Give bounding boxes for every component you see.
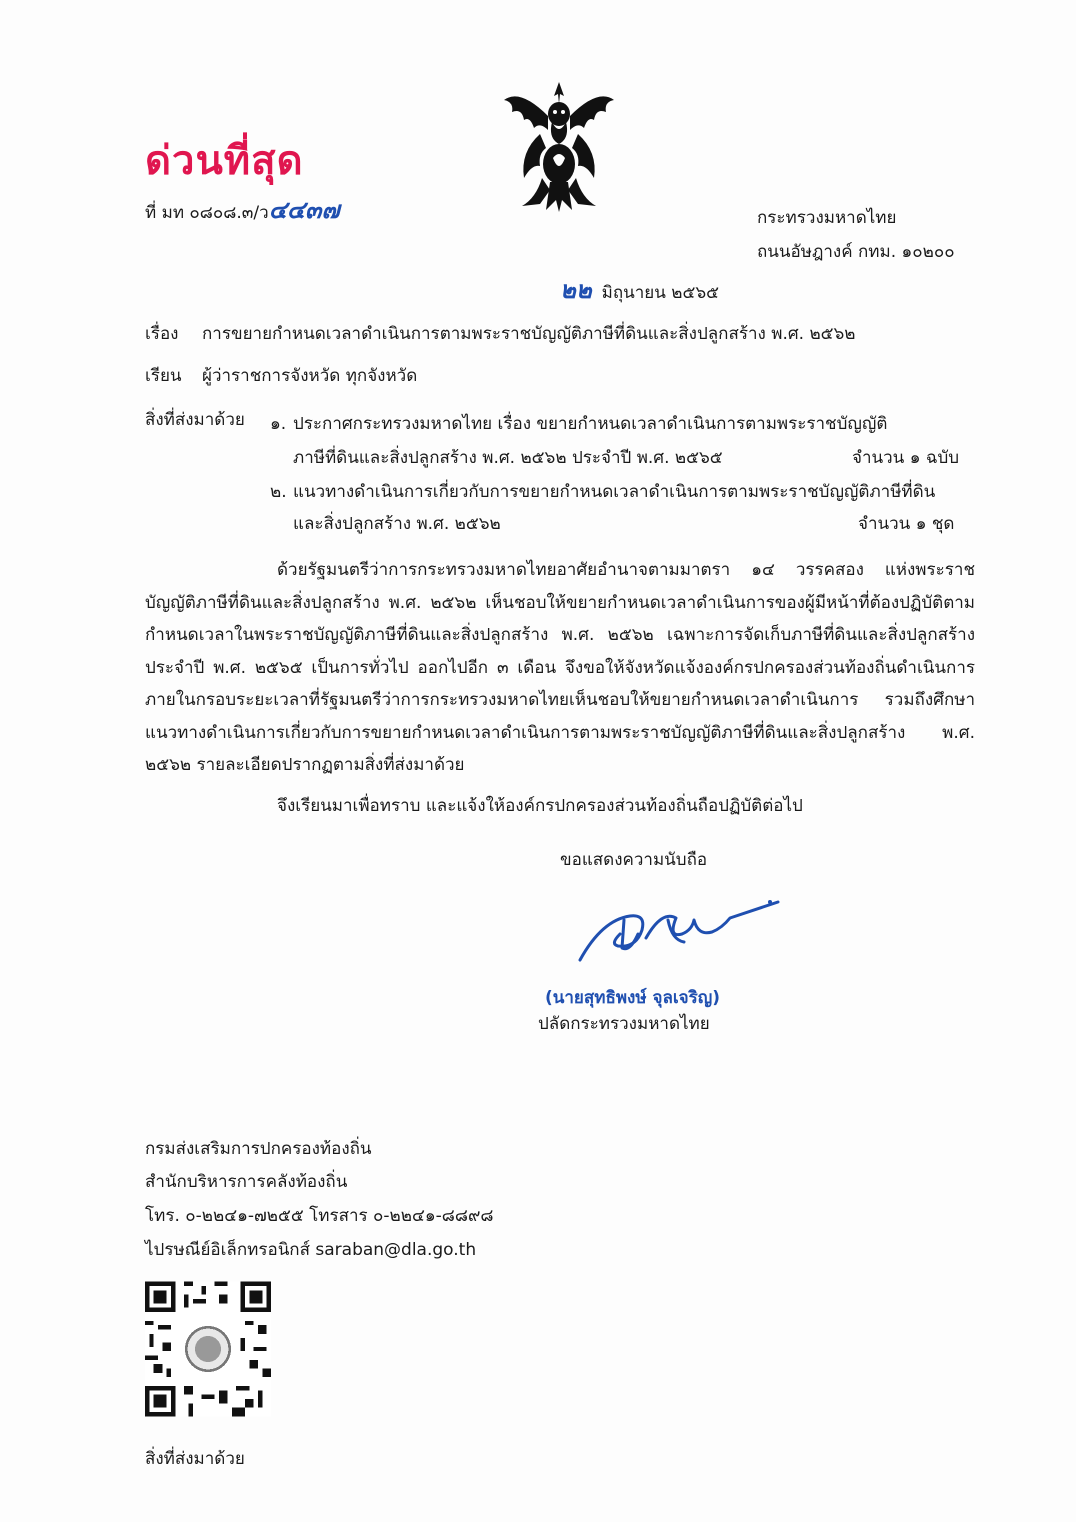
subject-text: การขยายกำหนดเวลาดำเนินการตามพระราชบัญญัติภาษีที่ดินและสิ่งปลูกสร้าง พ.ศ. ๒๕๖๒ <box>202 324 856 344</box>
enclosure-2-no: ๒. <box>270 482 287 502</box>
recipient-label: เรียน <box>145 366 182 386</box>
letter-date <box>560 275 720 305</box>
footer-department: กรมส่งเสริมการปกครองท้องถิ่น <box>145 1139 372 1159</box>
doc-number-prefix: ที่ มท ๐๘๐๘.๓/ว <box>145 203 269 223</box>
body-paragraph-2: จึงเรียนมาเพื่อทราบ และแจ้งให้องค์กรปกครองส่วนท้องถิ่นถือปฏิบัติต่อไป <box>277 796 803 816</box>
enclosure-1-qty: จำนวน ๑ ฉบับ <box>852 448 960 468</box>
qr-code-icon <box>145 1280 271 1418</box>
enclosure-1-line2: ภาษีที่ดินและสิ่งปลูกสร้าง พ.ศ. ๒๕๖๒ ประจำปี พ.ศ. ๒๕๖๕ <box>293 448 723 468</box>
enclosure-2-qty: จำนวน ๑ ชุด <box>858 514 955 534</box>
recipient-text: ผู้ว่าราชการจังหวัด ทุกจังหวัด <box>202 366 418 386</box>
closing-text: ขอแสดงความนับถือ <box>560 850 708 870</box>
garuda-emblem-icon <box>500 78 618 213</box>
sender-line2: ถนนอัษฎางค์ กทม. ๑๐๒๐๐ <box>757 242 955 262</box>
doc-number-handwritten: ๔๔๓๗ <box>268 195 340 224</box>
signer-position: ปลัดกระทรวงมหาดไทย <box>538 1014 710 1034</box>
date-day: ๒๒ <box>560 275 592 304</box>
footer-office: สำนักบริหารการคลังท้องถิ่น <box>145 1172 348 1192</box>
urgency-stamp: ด่วนที่สุด <box>145 137 304 184</box>
footer-phone: โทร. ๐-๒๒๔๑-๗๒๕๕ โทรสาร ๐-๒๒๔๑-๘๘๙๘ <box>145 1206 494 1226</box>
qr-caption: สิ่งที่ส่งมาด้วย <box>145 1449 245 1469</box>
date-month-year: มิถุนายน ๒๕๖๕ <box>601 283 720 303</box>
enclosures-label: สิ่งที่ส่งมาด้วย <box>145 410 245 430</box>
enclosure-2-line1: แนวทางดำเนินการเกี่ยวกับการขยายกำหนดเวลาดำเนินการตามพระราชบัญญัติภาษีที่ดิน <box>293 482 936 502</box>
subject-label: เรื่อง <box>145 324 179 344</box>
doc-number <box>145 195 340 225</box>
sender-line1: กระทรวงมหาดไทย <box>757 208 897 228</box>
enclosure-1-line1: ประกาศกระทรวงมหาดไทย เรื่อง ขยายกำหนดเวลาดำเนินการตามพระราชบัญญัติ <box>293 414 888 434</box>
enclosure-1-no: ๑. <box>270 414 287 434</box>
body-paragraph-1 <box>145 554 975 782</box>
signer-name: (นายสุทธิพงษ์ จุลเจริญ) <box>545 988 721 1008</box>
body-paragraph-1-text: ด้วยรัฐมนตรีว่าการกระทรวงมหาดไทยอาศัยอำนาจตามมาตรา ๑๔ วรรคสอง แห่งพระราชบัญญัติภาษีที่ดินและสิ่งปลูกสร้าง พ.ศ. ๒๕๖๒ เห็นชอบให้ขยายกำหนดเวลาดำเนินการของผู้มีหน้าที่ต้องปฏิบัติตามกำหนดเวลาในพระราชบัญญัติภาษีที่ดินและสิ่งปลูกสร้าง พ.ศ. ๒๕๖๒ เฉพาะการจัดเก็บภาษีที่ดินและสิ่งปลูกสร้าง ประจำปี พ.ศ. ๒๕๖๕ เป็นการทั่วไป ออกไปอีก ๓ เดือน จึงขอให้จังหวัดแจ้งองค์กรปกครองส่วนท้องถิ่นดำเนินการภายในกรอบระยะเวลาที่รัฐมนตรีว่าการกระทรวงมหาดไทยเห็นชอบให้ขยายกำหนดเวลาดำเนินการ รวมถึงศึกษาแนวทางดำเนินการเกี่ยวกับการขยายกำหนดเวลาดำเนินการตามพระราชบัญญัติภาษีที่ดินและสิ่งปลูกสร้าง พ.ศ. ๒๕๖๒ รายละเอียดปรากฏตามสิ่งที่ส่งมาด้วย <box>145 560 975 775</box>
enclosure-2-line2: และสิ่งปลูกสร้าง พ.ศ. ๒๕๖๒ <box>293 514 501 534</box>
handwritten-signature <box>572 890 782 970</box>
footer-email: ไปรษณีย์อิเล็กทรอนิกส์ saraban@dla.go.th <box>145 1240 477 1260</box>
